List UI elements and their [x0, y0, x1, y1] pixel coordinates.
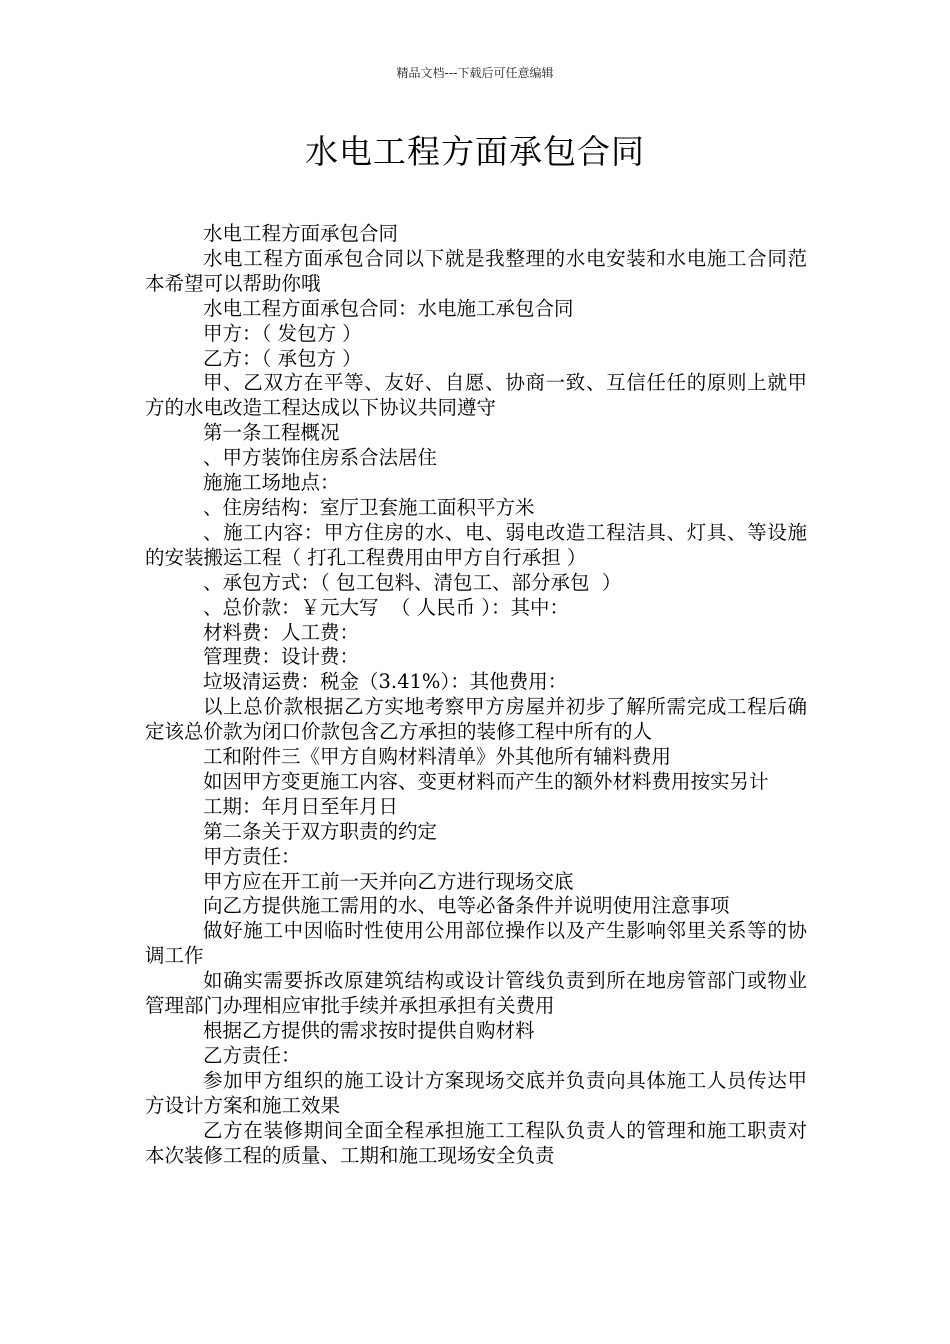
header-note: 精品文档---下载后可任意编辑	[396, 66, 554, 80]
paragraph: 、施工内容：甲方住房的水、电、弱电改造工程洁具、灯具、等设施的安装搬运工程（ 打孔工程费用由甲方自行承担 ）	[145, 520, 807, 569]
paragraph: 甲方：（ 发包方 ）	[203, 321, 362, 345]
paragraph: 甲方责任：	[203, 844, 301, 868]
paragraph: 甲、乙双方在平等、友好、自愿、协商一致、互信任任的原则上就甲方的水电改造工程达成以下协议共同遵守	[145, 371, 807, 420]
document-body	[145, 222, 807, 1168]
paragraph: 向乙方提供施工需用的水、电等必备条件并说明使用注意事项	[203, 894, 730, 918]
paragraph: 甲方应在开工前一天并向乙方进行现场交底	[203, 869, 574, 893]
paragraph: 垃圾清运费：税金（3.41%）：其他费用：	[203, 670, 568, 694]
paragraph: 做好施工中因临时性使用公用部位操作以及产生影响邻里关系等的协调工作	[145, 919, 807, 968]
paragraph: 乙方：（ 承包方 ）	[203, 346, 362, 370]
paragraph: 、承包方式：（ 包工包料、清包工、部分承包 ）	[203, 570, 622, 594]
paragraph: 水电工程方面承包合同：水电施工承包合同	[203, 296, 574, 320]
paragraph: 乙方在装修期间全面全程承担施工工程队负责人的管理和施工职责对本次装修工程的质量、工期和施工现场安全负责	[145, 1118, 807, 1167]
paragraph: 工期：年月日至年月日	[203, 794, 399, 818]
paragraph: 施施工场地点：	[203, 471, 340, 495]
paragraph: 工和附件三《甲方自购材料清单》外其他所有辅料费用	[203, 745, 672, 769]
paragraph: 、住房结构：室厅卫套施工面积平方米	[203, 495, 535, 519]
paragraph: 管理费：设计费：	[203, 645, 360, 669]
paragraph: 参加甲方组织的施工设计方案现场交底并负责向具体施工人员传达甲方设计方案和施工效果	[145, 1068, 807, 1117]
paragraph: 材料费：人工费：	[203, 620, 360, 644]
paragraph: 以上总价款根据乙方实地考察甲方房屋并初步了解所需完成工程后确定该总价款为闭口价款包含乙方承担的装修工程中所有的人	[145, 695, 807, 744]
paragraph: 水电工程方面承包合同以下就是我整理的水电安装和水电施工合同范本希望可以帮助你哦	[145, 246, 807, 295]
paragraph: 第一条工程概况	[203, 421, 340, 445]
paragraph: 如因甲方变更施工内容、变更材料而产生的额外材料费用按实另计	[203, 769, 769, 793]
paragraph: 如确实需要拆改原建筑结构或设计管线负责到所在地房管部门或物业管理部门办理相应审批手续并承担承担有关费用	[145, 969, 807, 1018]
paragraph: 根据乙方提供的需求按时提供自购材料	[203, 1019, 535, 1042]
paragraph: 第二条关于双方职责的约定	[203, 819, 438, 843]
paragraph: 水电工程方面承包合同	[203, 222, 399, 245]
paragraph: 乙方责任：	[203, 1043, 301, 1067]
paragraph: 、总价款：￥元大写 （ 人民币 ）：其中：	[203, 595, 570, 619]
paragraph: 、甲方装饰住房系合法居住	[203, 446, 438, 470]
document-title: 水电工程方面承包合同	[305, 132, 645, 171]
